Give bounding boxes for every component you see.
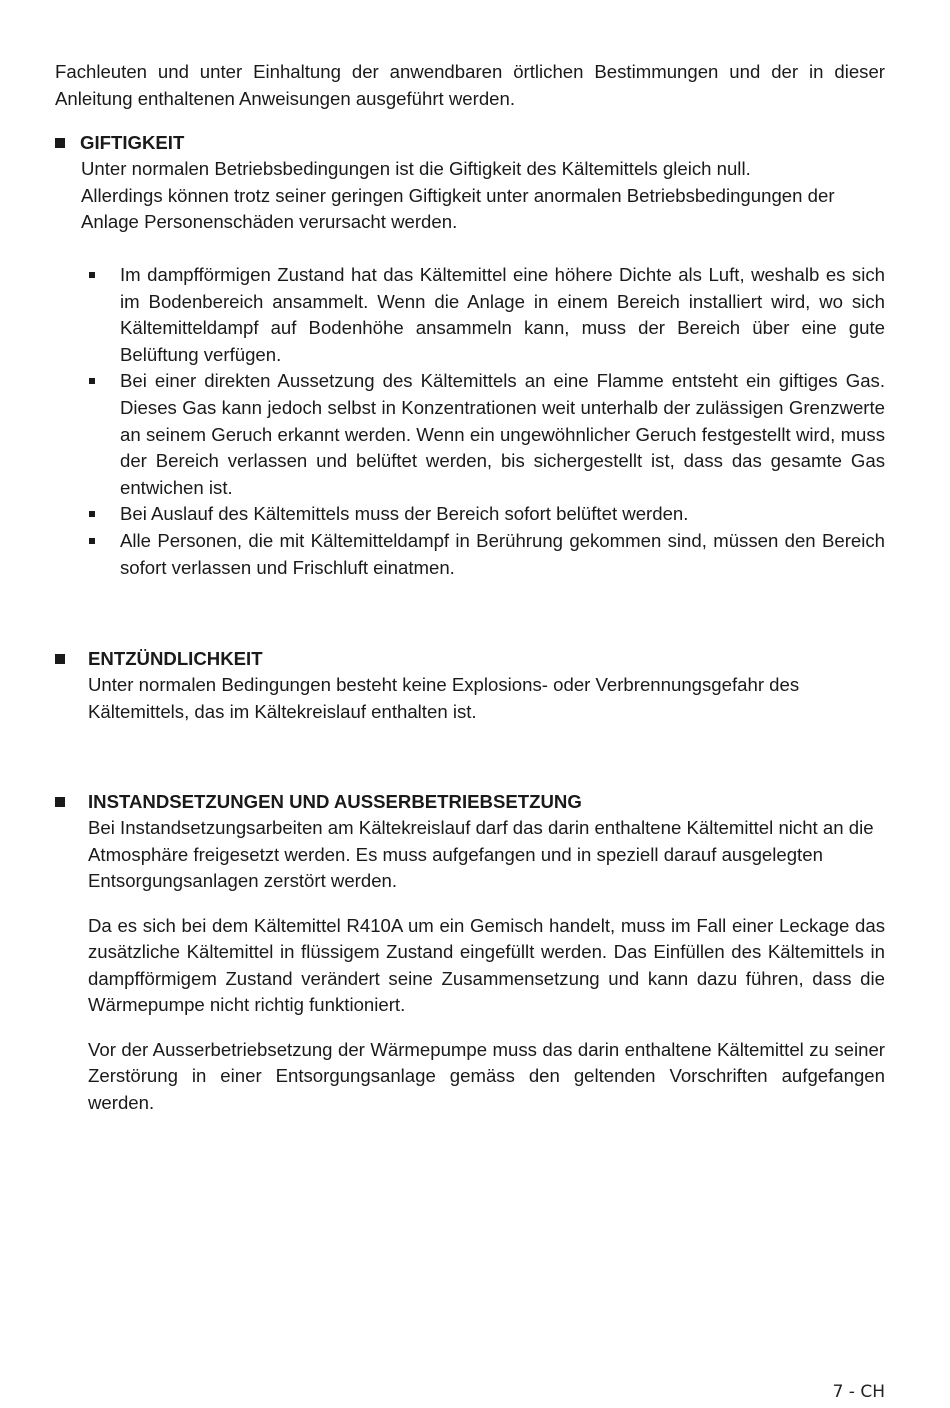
list-item-text: Bei Auslauf des Kältemittels muss der Bereich sofort belüftet werden. (120, 503, 689, 525)
section-repairs (55, 788, 885, 1116)
section-heading-repairs (55, 788, 885, 815)
heading-text: ENTZÜNDLICHKEIT (88, 648, 263, 669)
intro-paragraph: Fachleuten und unter Einhaltung der anwendbaren örtlichen Bestimmungen und der in dieser Anleitung enthaltenen Anweisungen ausgeführt werden. (55, 61, 885, 109)
small-square-bullet-icon (89, 378, 95, 384)
heading-text: GIFTIGKEIT (80, 132, 185, 153)
list-item-text: Bei einer direkten Aussetzung des Kältemittels an eine Flamme entsteht ein giftiges Gas. Dieses Gas kann jedoch selbst in Konzentrationen weit unterhalb der zulässigen Grenzwerte an seinem Geruch erkannt werden. Wenn ein ungewöhnlicher Geruch festgestellt wird, muss der Bereich verlassen und belüftet werden, bis sichergestellt ist, dass das gesamte Gas entwichen ist. (120, 370, 885, 498)
toxicity-bullet-list (89, 262, 885, 581)
small-square-bullet-icon (89, 272, 95, 278)
section-heading-flammability (55, 645, 885, 672)
repairs-paragraph-1: Bei Instandsetzungsarbeiten am Kältekreislauf darf das darin enthaltene Kältemittel nicht an die Atmosphäre freigesetzt werden. Es muss aufgefangen und in speziell darauf ausgelegten Entsorgungsanlagen zerstört werden. (88, 817, 874, 891)
square-bullet-icon (55, 797, 65, 807)
toxicity-line-2: Allerdings können trotz seiner geringen Giftigkeit unter anormalen Betriebsbedingungen der Anlage Personenschäden verursacht werden. (81, 184, 835, 232)
flammability-text: Unter normalen Bedingungen besteht keine Explosions- oder Verbrennungsgefahr des Kältemittels, das im Kältekreislauf enthalten ist. (88, 674, 800, 722)
square-bullet-icon (55, 654, 65, 664)
repairs-paragraph-3: Vor der Ausserbetriebsetzung der Wärmepumpe muss das darin enthaltene Kältemittel zu seiner Zerstörung in einer Entsorgungsanlage gemäss den geltenden Vorschriften aufgefangen werden. (88, 1038, 885, 1113)
list-item (89, 528, 885, 581)
small-square-bullet-icon (89, 511, 95, 517)
section-flammability (55, 645, 885, 725)
list-item (89, 368, 885, 501)
list-item-text: Alle Personen, die mit Kältemitteldampf in Berührung gekommen sind, müssen den Bereich sofort verlassen und Frischluft einatmen. (120, 529, 885, 578)
toxicity-line-1: Unter normalen Betriebsbedingungen ist die Giftigkeit des Kältemittels gleich null. (81, 158, 751, 179)
flammability-description (88, 672, 885, 725)
list-item-text: Im dampfförmigen Zustand hat das Kältemittel eine höhere Dichte als Luft, weshalb es sich im Bodenbereich ansammelt. Wenn die Anlage in einem Bereich installiert wird, wo sich Kältemitteldampf auf Bodenhöhe ansammeln kann, muss der Bereich über eine gute Belüftung verfügen. (120, 264, 885, 365)
small-square-bullet-icon (89, 538, 95, 544)
page-number: 7 - CH (832, 1382, 885, 1402)
toxicity-description (81, 156, 881, 236)
square-bullet-icon (55, 138, 65, 148)
list-item (89, 262, 885, 368)
heading-text: INSTANDSETZUNGEN UND AUSSERBETRIEBSETZUNG (88, 791, 582, 812)
repairs-paragraph-2: Da es sich bei dem Kältemittel R410A um ein Gemisch handelt, muss im Fall einer Leckage das zusätzliche Kältemittel in flüssigem Zustand eingefüllt werden. Das Einfüllen des Kältemittels in dampfförmigem Zustand verändert seine Zusammensetzung und kann dazu führen, dass die Wärmepumpe nicht richtig funktioniert. (88, 914, 885, 1015)
section-toxicity (55, 129, 885, 236)
section-heading-toxicity (55, 129, 885, 156)
repairs-description (88, 815, 885, 1116)
list-item (89, 501, 885, 528)
